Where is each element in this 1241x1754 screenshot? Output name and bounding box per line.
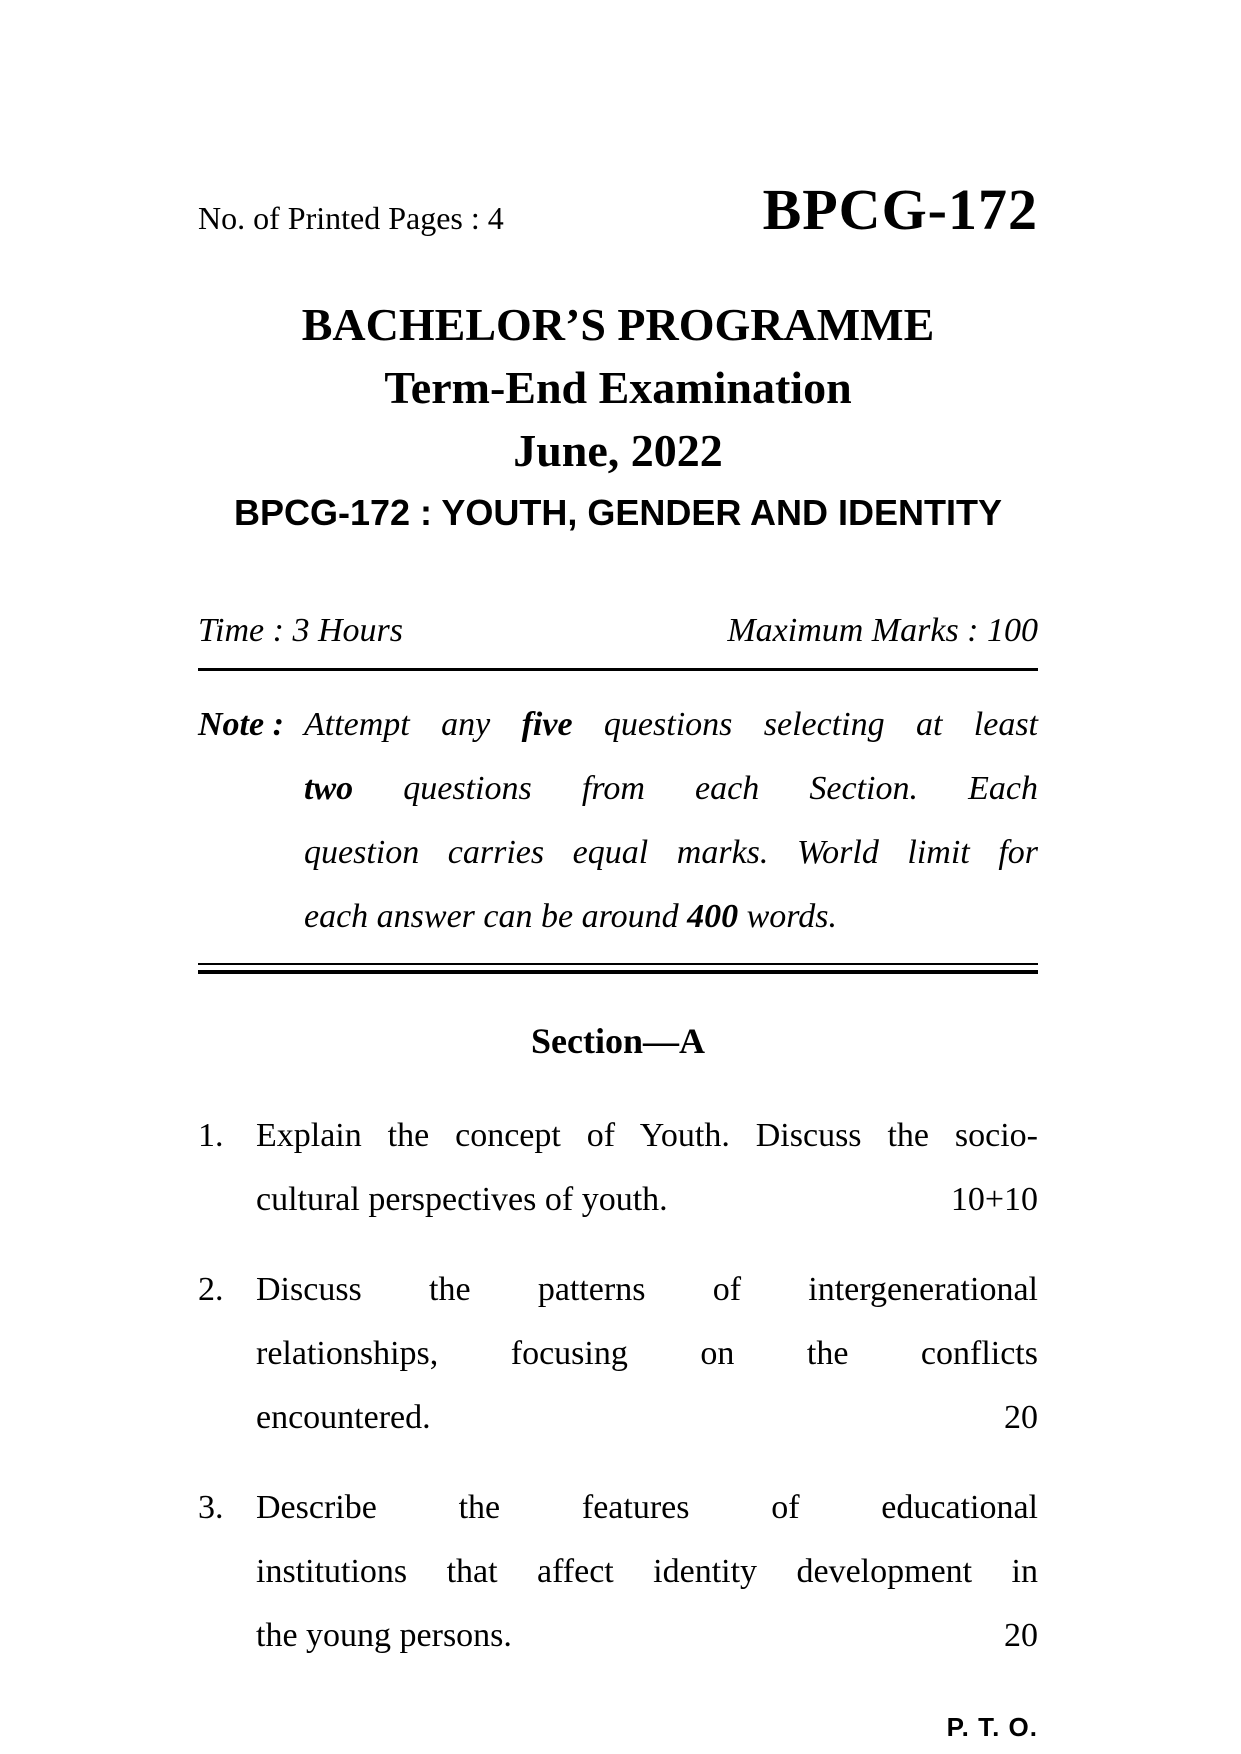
title-block [198, 293, 1038, 482]
note-bold-word: two [304, 770, 354, 807]
question-3-marks: 20 [1004, 1617, 1038, 1654]
time-allowed: Time : 3 Hours [198, 612, 403, 649]
note-text: Attempt any [304, 706, 522, 743]
question-3 [198, 1476, 1038, 1668]
note-bold-word: 400 [687, 898, 739, 935]
note-text: each answer can be around [304, 898, 688, 935]
page-content [198, 0, 1038, 1743]
question-2-line: relationships, focusing on the conflicts [256, 1335, 1038, 1372]
question-1-line: Explain the concept of Youth. Discuss the socio- [256, 1117, 1038, 1154]
question-1 [198, 1104, 1038, 1232]
question-2 [198, 1258, 1038, 1450]
note-text: words. [738, 898, 837, 935]
page-turn-over-label: P. T. O. [946, 1712, 1038, 1742]
question-3-number: 3. [198, 1489, 224, 1526]
section-a-heading: Section—A [531, 1021, 705, 1061]
question-3-line: Describe the features of educational [256, 1489, 1038, 1526]
paper-code: BPCG-172 [762, 177, 1038, 242]
note-text: questions selecting at least [572, 706, 1038, 743]
question-1-marks: 10+10 [950, 1181, 1038, 1218]
question-1-number: 1. [198, 1117, 224, 1154]
note-line [304, 757, 1038, 821]
course-title: BPCG-172 : YOUTH, GENDER AND IDENTITY [233, 492, 1003, 533]
note-line [304, 693, 1038, 757]
header-row [198, 176, 1038, 243]
horizontal-rule [198, 668, 1038, 671]
time-marks-row [198, 612, 1038, 650]
note-label: Note : [198, 706, 284, 743]
note-line: question carries equal marks. World limit for [304, 834, 1038, 871]
question-2-number: 2. [198, 1271, 224, 1308]
question-2-last-line [256, 1386, 1038, 1450]
question-2-text: encountered. [256, 1399, 431, 1436]
note-bold-word: five [521, 706, 573, 743]
question-2-line: Discuss the patterns of intergenerational [256, 1271, 1038, 1308]
programme-title: BACHELOR’S PROGRAMME [301, 299, 935, 350]
exam-date: June, 2022 [513, 425, 723, 476]
exam-title: Term-End Examination [384, 362, 852, 413]
question-1-last-line [256, 1168, 1038, 1232]
note-text: questions from each Section. Each [353, 770, 1038, 807]
question-3-last-line [256, 1604, 1038, 1668]
note-line [304, 885, 1038, 949]
printed-pages-label: No. of Printed Pages : 4 [198, 200, 504, 236]
note-block [198, 693, 1038, 949]
question-3-line: institutions that affect identity development in [256, 1553, 1038, 1590]
question-2-marks: 20 [1004, 1399, 1038, 1436]
maximum-marks: Maximum Marks : 100 [727, 612, 1038, 649]
double-rule [198, 963, 1038, 974]
question-3-text: the young persons. [256, 1617, 512, 1654]
question-1-text: cultural perspectives of youth. [256, 1181, 668, 1218]
